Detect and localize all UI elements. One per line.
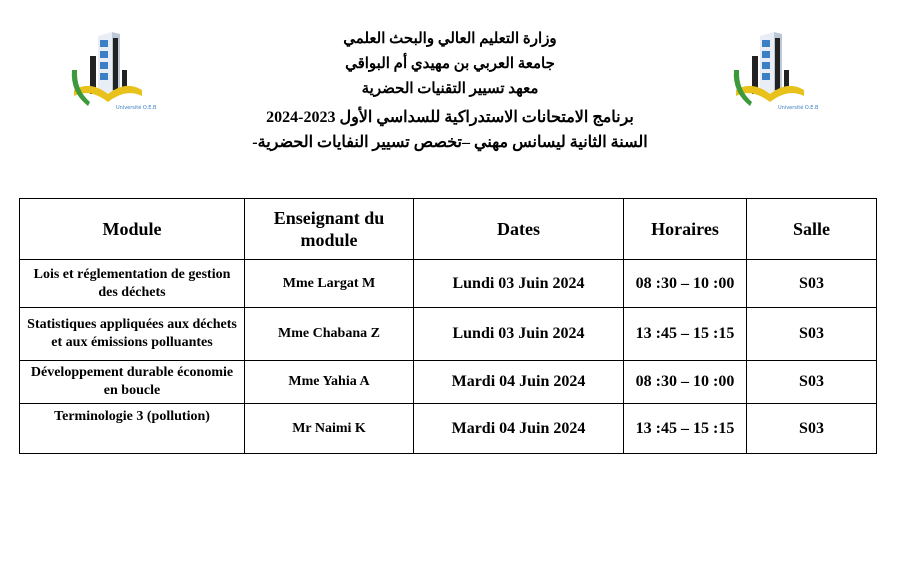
header-teacher: Enseignant du module xyxy=(245,199,414,260)
table-row xyxy=(20,404,877,454)
time-cell: 08 :30 – 10 :00 xyxy=(624,361,747,404)
date-cell: Mardi 04 Juin 2024 xyxy=(414,361,624,404)
ministry-name: وزارة التعليم العالي والبحث العلمي xyxy=(343,31,557,47)
date-cell: Lundi 03 Juin 2024 xyxy=(414,308,624,361)
logo-caption: Université O.E.B xyxy=(778,105,819,111)
module-cell: Statistiques appliquées aux déchets et aux émissions polluantes xyxy=(20,308,245,361)
university-logo-left xyxy=(68,30,157,112)
room-cell: S03 xyxy=(747,260,877,308)
table-row xyxy=(20,361,877,404)
program-subtitle: السنة الثانية ليسانس مهني –تخصص تسيير النفايات الحضرية- xyxy=(252,134,648,151)
logo-tower-icon xyxy=(90,32,127,96)
header-module: Module xyxy=(20,199,245,260)
logo-tower-icon xyxy=(752,32,789,96)
module-cell: Développement durable économie en boucle xyxy=(20,361,245,404)
module-cell: Terminologie 3 (pollution) xyxy=(20,404,245,454)
teacher-cell: Mme Yahia A xyxy=(245,361,414,404)
logo-caption: Université O.E.B xyxy=(116,105,157,111)
date-cell: Mardi 04 Juin 2024 xyxy=(414,404,624,454)
date-cell: Lundi 03 Juin 2024 xyxy=(414,260,624,308)
table-row xyxy=(20,308,877,361)
room-cell: S03 xyxy=(747,361,877,404)
teacher-cell: Mme Largat M xyxy=(245,260,414,308)
time-cell: 13 :45 – 15 :15 xyxy=(624,308,747,361)
time-cell: 13 :45 – 15 :15 xyxy=(624,404,747,454)
teacher-cell: Mr Naimi K xyxy=(245,404,414,454)
header-dates: Dates xyxy=(414,199,624,260)
program-title: برنامج الامتحانات الاستدراكية للسداسي الأول 2023-2024 xyxy=(266,109,634,126)
table-header-row xyxy=(20,199,877,260)
header-room: Salle xyxy=(747,199,877,260)
table-row xyxy=(20,260,877,308)
institute-name: معهد تسيير التقنيات الحضرية xyxy=(361,81,539,97)
module-cell: Lois et réglementation de gestion des déchets xyxy=(20,260,245,308)
document-header xyxy=(150,27,750,155)
time-cell: 08 :30 – 10 :00 xyxy=(624,260,747,308)
header-times: Horaires xyxy=(624,199,747,260)
room-cell: S03 xyxy=(747,308,877,361)
exam-schedule-table xyxy=(19,198,877,454)
university-name: جامعة العربي بن مهيدي أم البواقي xyxy=(345,56,555,72)
room-cell: S03 xyxy=(747,404,877,454)
teacher-cell: Mme Chabana Z xyxy=(245,308,414,361)
